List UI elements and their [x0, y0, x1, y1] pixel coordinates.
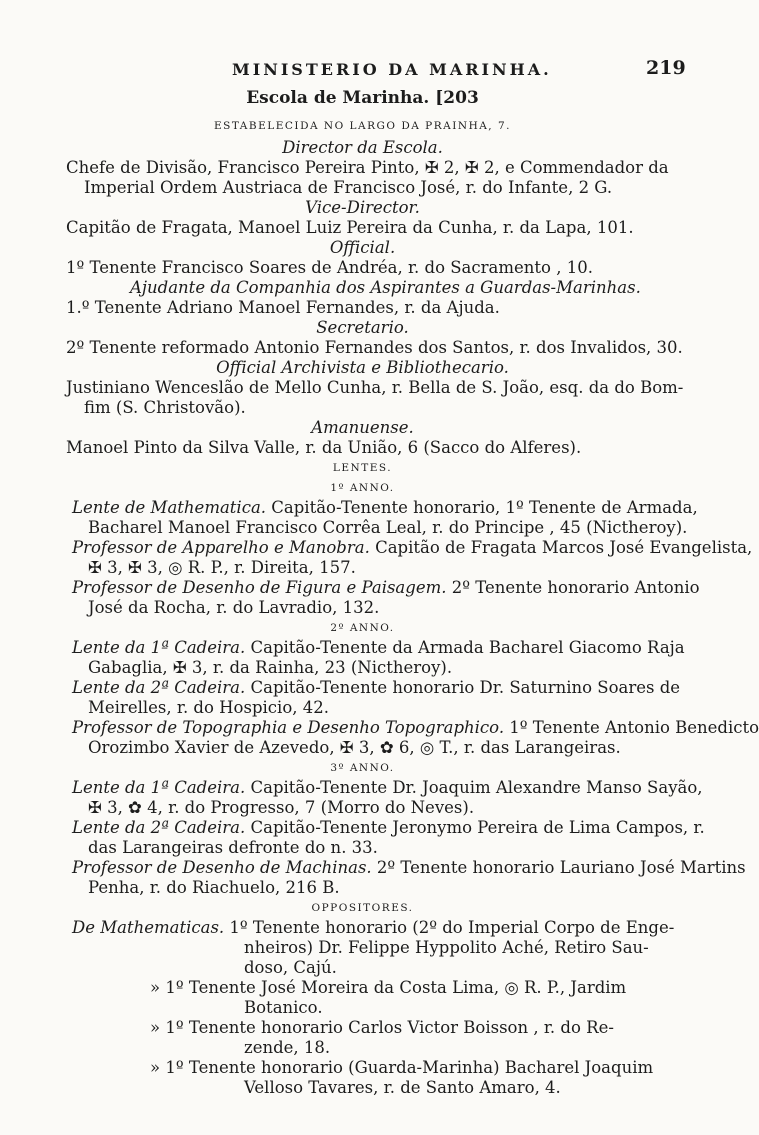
text-line: Meirelles, r. do Hospicio, 42.	[88, 698, 329, 717]
role-label: Lente de Mathematica.	[72, 498, 267, 517]
text-line: Orozimbo Xavier de Azevedo, ✠ 3, ✿ 6, ◎ T., r. das Larangeiras.	[88, 738, 621, 757]
role-label: Professor de Apparelho e Manobra.	[72, 538, 370, 557]
page-number: 219	[646, 57, 686, 79]
text-line: doso, Cajú.	[244, 958, 337, 977]
text-line	[72, 818, 705, 838]
entry-text: Capitão-Tenente honorario, 1º Tenente de Armada,	[266, 498, 698, 517]
text-line: nheiros) Dr. Felippe Hyppolito Aché, Retiro Sau-	[244, 938, 649, 957]
text-line: das Larangeiras defronte do n. 33.	[88, 838, 378, 857]
role-label: Professor de Desenho de Figura e Paisagem.	[72, 578, 447, 597]
text-line: Director da Escola.	[282, 138, 443, 157]
text-line: Imperial Ordem Austriaca de Francisco José, r. do Infante, 2 G.	[84, 178, 613, 197]
entry-text: 2º Tenente honorario Lauriano José Martins	[371, 858, 746, 877]
role-label: Lente da 1ª Cadeira.	[72, 638, 246, 657]
entry-text: Capitão-Tenente Dr. Joaquim Alexandre Manso Sayão,	[245, 778, 703, 797]
entry-text: Capitão de Fragata Marcos José Evangelista,	[369, 538, 753, 557]
text-line: Bacharel Manoel Francisco Corrêa Leal, r. do Principe , 45 (Nictheroy).	[88, 518, 688, 537]
text-line: Botanico.	[244, 998, 323, 1017]
text-line: Vice-Director.	[305, 198, 420, 217]
text-line: LENTES.	[332, 462, 393, 474]
text-line: Penha, r. do Riachuelo, 216 B.	[88, 878, 340, 897]
text-line: » 1º Tenente José Moreira da Costa Lima, ◎ R. P., Jardim	[150, 978, 627, 997]
text-line: 1º Tenente Francisco Soares de Andréa, r. do Sacramento , 10.	[66, 258, 593, 277]
text-line: 3º ANNO.	[330, 762, 395, 774]
text-line: zende, 18.	[244, 1038, 331, 1057]
text-line	[72, 918, 674, 938]
text-line: Chefe de Divisão, Francisco Pereira Pinto, ✠ 2, ✠ 2, e Commendador da	[66, 158, 669, 177]
role-label: Professor de Topographia e Desenho Topographico.	[72, 718, 505, 737]
text-line: ✠ 3, ✿ 4, r. do Progresso, 7 (Morro do Neves).	[88, 798, 475, 817]
entry-text: Capitão-Tenente da Armada Bacharel Giacomo Raja	[245, 638, 685, 657]
text-line: José da Rocha, r. do Lavradio, 132.	[88, 598, 380, 617]
text-line: Justiniano Wenceslão de Mello Cunha, r. Bella de S. João, esq. da do Bom-	[66, 378, 684, 397]
text-line: 1º ANNO.	[330, 482, 395, 494]
text-line: » 1º Tenente honorario (Guarda-Marinha) Bacharel Joaquim	[150, 1058, 654, 1077]
text-line: Capitão de Fragata, Manoel Luiz Pereira da Cunha, r. da Lapa, 101.	[66, 218, 634, 237]
role-label: Lente da 2ª Cadeira.	[72, 818, 246, 837]
school-address: ESTABELECIDA NO LARGO DA PRAINHA, 7.	[214, 120, 511, 132]
text-line: OPPOSITORES.	[311, 902, 414, 914]
text-line	[72, 718, 759, 738]
text-line	[72, 678, 680, 698]
role-label: Professor de Desenho de Machinas.	[72, 858, 372, 877]
role-label: Lente da 2ª Cadeira.	[72, 678, 246, 697]
school-title: Escola de Marinha. [203	[246, 88, 479, 108]
text-line: Secretario.	[316, 318, 409, 337]
text-line: ✠ 3, ✠ 3, ◎ R. P., r. Direita, 157.	[88, 558, 356, 577]
entry-text: 1º Tenente honorario (2º do Imperial Corpo de Enge-	[224, 918, 675, 937]
text-line	[72, 638, 685, 658]
entry-text: Capitão-Tenente honorario Dr. Saturnino Soares de	[245, 678, 681, 697]
text-line: Amanuense.	[311, 418, 414, 437]
text-line: Official.	[329, 238, 396, 257]
role-label: De Mathematicas.	[72, 918, 225, 937]
text-line: 2º Tenente reformado Antonio Fernandes dos Santos, r. dos Invalidos, 30.	[66, 338, 683, 357]
text-line: 1.º Tenente Adriano Manoel Fernandes, r. da Ajuda.	[66, 298, 500, 317]
text-line: » 1º Tenente honorario Carlos Victor Boisson , r. do Re-	[150, 1018, 614, 1037]
text-line	[72, 578, 700, 598]
text-line	[72, 498, 698, 518]
text-line	[72, 538, 752, 558]
text-line: fim (S. Christovão).	[84, 398, 246, 417]
text-line: Velloso Tavares, r. de Santo Amaro, 4.	[244, 1078, 561, 1097]
page-header-title: MINISTERIO DA MARINHA.	[232, 60, 552, 79]
text-line: Ajudante da Companhia dos Aspirantes a Guardas-Marinhas.	[130, 278, 641, 297]
text-line	[72, 778, 703, 798]
entry-text: Capitão-Tenente Jeronymo Pereira de Lima Campos, r.	[245, 818, 705, 837]
role-label: Lente da 1ª Cadeira.	[72, 778, 246, 797]
text-line: Official Archivista e Bibliothecario.	[216, 358, 509, 377]
entry-text: 2º Tenente honorario Antonio	[446, 578, 700, 597]
entry-text: 1º Tenente Antonio Benedicto	[504, 718, 759, 737]
text-line: 2º ANNO.	[330, 622, 395, 634]
text-line: Manoel Pinto da Silva Valle, r. da União, 6 (Sacco do Alferes).	[66, 438, 582, 457]
text-line	[72, 858, 746, 878]
text-line: Gabaglia, ✠ 3, r. da Rainha, 23 (Nictheroy).	[88, 658, 453, 677]
